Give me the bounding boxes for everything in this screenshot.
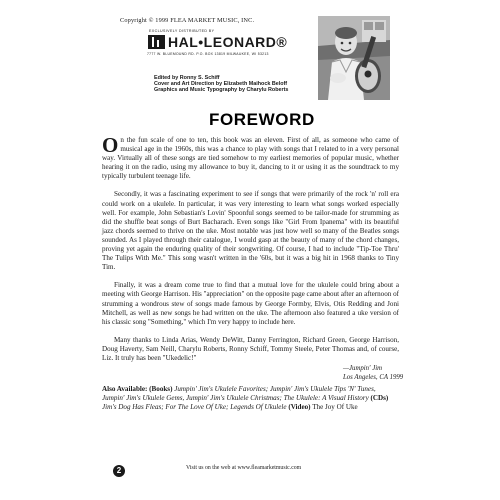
distributor-line: EXCLUSIVELY DISTRIBUTED BY (149, 29, 215, 33)
publisher-logo (148, 34, 287, 50)
books-list: Jumpin' Jim's Ukulele Favorites; Jumpin' Jim's Ukulele Tips 'N' Tunes, Jumpin' Jim's Ukulele Gems, Jumpin' Jim's Ukulele Christmas; The Ukulele: A Visual History (102, 385, 376, 403)
hal-leonard-logo-icon (148, 35, 165, 49)
video-label: (Video) (288, 403, 311, 412)
books-label: (Books) (149, 385, 173, 393)
foreword-paragraph-4: Many thanks to Linda Arias, Wendy DeWitt, Danny Ferrington, Richard Green, George Harrison, Doug Haverty, Sam Neill, Charylu Roberts, Ronny Schiff, Tommy Steele, Peter Thomas and, of course, Liz. It truly has been "Ukedelic!" (102, 335, 399, 362)
credits-block (154, 75, 288, 93)
foreword-paragraph-3: Finally, it was a dream come true to find that a mutual love for the ukulele could bring about a meeting with George Harrison. His "appreciation" on the opposite page came about after an afternoon of strumming a wondrous stew of songs made famous by George Formby, Elvis, Otis Redding and Joni Mitchell, as well as new songs he had written on the uke. The afternoon also featured a uke version of his classic song "Something," which I'm very happy to include here. (102, 281, 399, 326)
foreword-paragraph-2: Secondly, it was a fascinating experiment to see if songs that were primarily of the rock 'n' roll era could work on a ukulele. In particular, it was very interesting to learn what songs worked especially well. For example, John Sebastian's Lovin' Spoonful songs seemed to be tailor-made for strumming as did the shuffle beat songs of Burt Bacharach. Even songs like "Girl From Ipanema" with its beautiful jazz chords seemed to thrive on the uke. Most notable was just how well so many of the Beatles songs sounded. As I played through their catalogue, I would gasp at the beauty of many of the chord changes, proving yet again the enduring quality of their songwriting. Of course, I had to include "Tip-Toe Thru' The Tulips With Me." This song wasn't written in the '60s, but it was a big hit in 1968 thanks to Tiny Tim. (102, 190, 399, 272)
signature-block (343, 364, 403, 382)
drop-cap: O (102, 133, 119, 157)
foreword-paragraph-1: On the fun scale of one to ten, this book was an eleven. First of all, as someone who came of musical age in the 1960s, this was a chance to play with songs that I related to in a very personal way. Virtually all of these songs are tied somehow to my earliest memories of popular music, whether hearing it on the radio, using my allowance to buy it, dancing to it or using it as the soundtrack to my typically turbulent teenage life. (102, 133, 399, 181)
cds-list: Jim's Dog Has Fleas; For The Love Of Uke; Legends Of Ukulele (102, 403, 287, 412)
signature-name: —Jumpin' Jim (343, 365, 383, 372)
credit-art-direction: Cover and Art Direction by Elizabeth Maihock Beloff (154, 81, 288, 87)
signature-place: Los Angeles, CA 1999 (343, 374, 404, 381)
video-list: The Joy Of Uke (312, 403, 358, 412)
author-childhood-photo (318, 16, 390, 100)
cds-label: (CDs) (370, 394, 389, 403)
credit-editor: Edited by Ronny S. Schiff (154, 75, 220, 81)
website-footer: Visit us on the web at www.fleamarketmusic.com (186, 465, 302, 471)
also-available-block (102, 385, 399, 412)
page-title: FOREWORD (209, 110, 315, 129)
also-available-label: Also Available: (102, 385, 148, 393)
publisher-logo-text: HAL•LEONARD® (168, 34, 288, 50)
foreword-body (102, 133, 399, 372)
copyright-notice: Copyright © 1999 FLEA MARKET MUSIC, INC. (120, 17, 255, 24)
credit-graphics: Graphics and Music Typography by Charylu Roberts (154, 87, 289, 93)
page-number-badge: 2 (113, 465, 125, 477)
publisher-address: 7777 W. BLUEMOUND RD. P.O. BOX 13819 MILWAUKEE, WI 53213 (147, 52, 269, 56)
